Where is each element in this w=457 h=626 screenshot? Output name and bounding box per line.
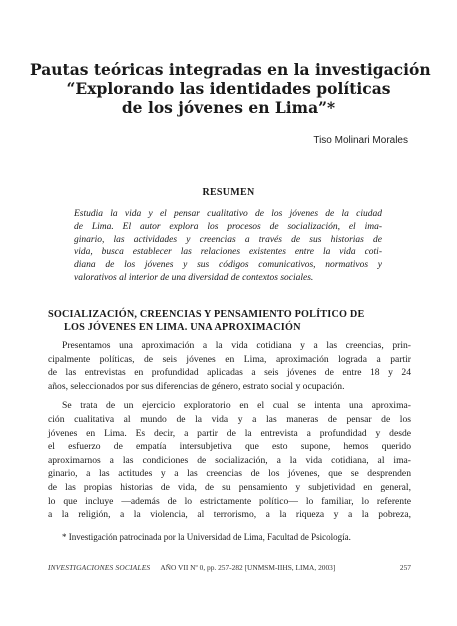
body-line: años, seleccionados por sus diferencias de género, estrato social y ocupación. [48, 380, 345, 392]
title-line: Pautas teóricas integradas en la investigación [30, 60, 431, 79]
body-line: Presentamos una aproximación a la vida cotidiana y a las creencias, prin- [62, 340, 411, 351]
body-line: ción cualitativa al mundo de la vida y a las maneras de pensar de los [48, 413, 411, 425]
body-line: lo que incluye —además de lo estrictamente político— lo familiar, lo referente [48, 495, 411, 507]
body-line: cipalmente políticas, de seis jóvenes en Lima, aproximación lograda a partir [48, 353, 411, 365]
author-name: Tiso Molinari Morales [313, 135, 408, 146]
body-line: Se trata de un ejercicio exploratorio en el cual se intenta una aproxima- [62, 400, 411, 412]
body-line: de las entrevistas en profundidad aplicadas a seis jóvenes de entre 18 y 24 [48, 367, 411, 379]
body-line: de las propias historias de vida, de su pensamiento y subjetividad en general, [48, 481, 411, 493]
section-heading [48, 308, 410, 334]
body-line: aproximarnos a las condiciones de socialización, a la vida cotidiana, al ima- [48, 454, 411, 466]
footnote: * Investigación patrocinada por la Universidad de Lima, Facultad de Psicología. [62, 532, 351, 542]
body-line: el esfuerzo de empatía intersubjetiva que esto supone, hemos querido [48, 441, 411, 453]
abstract-line: Estudia la vida y el pensar cualitativo de los jóvenes de la ciudad [74, 209, 382, 219]
abstract-line: valorativos al interior de una diversidad de contextos sociales. [74, 272, 314, 283]
page-number: 257 [399, 563, 411, 572]
abstract-line: ginario, las actividades y creencias a través de sus historias de [74, 234, 382, 245]
article-title [30, 60, 431, 117]
body-line: jóvenes en Lima. Es decir, a partir de la entrevista a profundidad y desde [48, 427, 411, 439]
page-footer [48, 563, 411, 572]
title-line: de los jóvenes en Lima”* [121, 98, 336, 117]
journal-name: INVESTIGACIONES SOCIALES [48, 563, 151, 572]
body-text [48, 339, 411, 522]
abstract-line: diana de los jóvenes y sus códigos comunicativos, normativos y [74, 260, 382, 271]
issue-info: AÑO VII Nº 0, pp. 257-282 [UNMSM-IIHS, LIMA, 2003] [160, 563, 336, 572]
title-line: “Explorando las identidades políticas [66, 79, 391, 98]
section-heading-line: SOCIALIZACIÓN, CREENCIAS Y PENSAMIENTO POLÍTICO DE [48, 309, 365, 320]
abstract-text [74, 208, 382, 285]
body-line: a la religión, a la violencia, al terrorismo, a la riqueza y a la pobreza, [48, 509, 411, 521]
abstract-line: de Lima. El autor explora los procesos de socialización, el ima- [74, 221, 382, 232]
abstract-heading: RESUMEN [202, 187, 255, 198]
body-line: ginario, a las actitudes y a las creencias de los jóvenes, que se desprenden [48, 468, 411, 480]
abstract-line: vida, busca establecer las relaciones existentes entre la vida coti- [74, 247, 382, 258]
section-heading-line: LOS JÓVENES EN LIMA. UNA APROXIMACIÓN [64, 322, 301, 333]
